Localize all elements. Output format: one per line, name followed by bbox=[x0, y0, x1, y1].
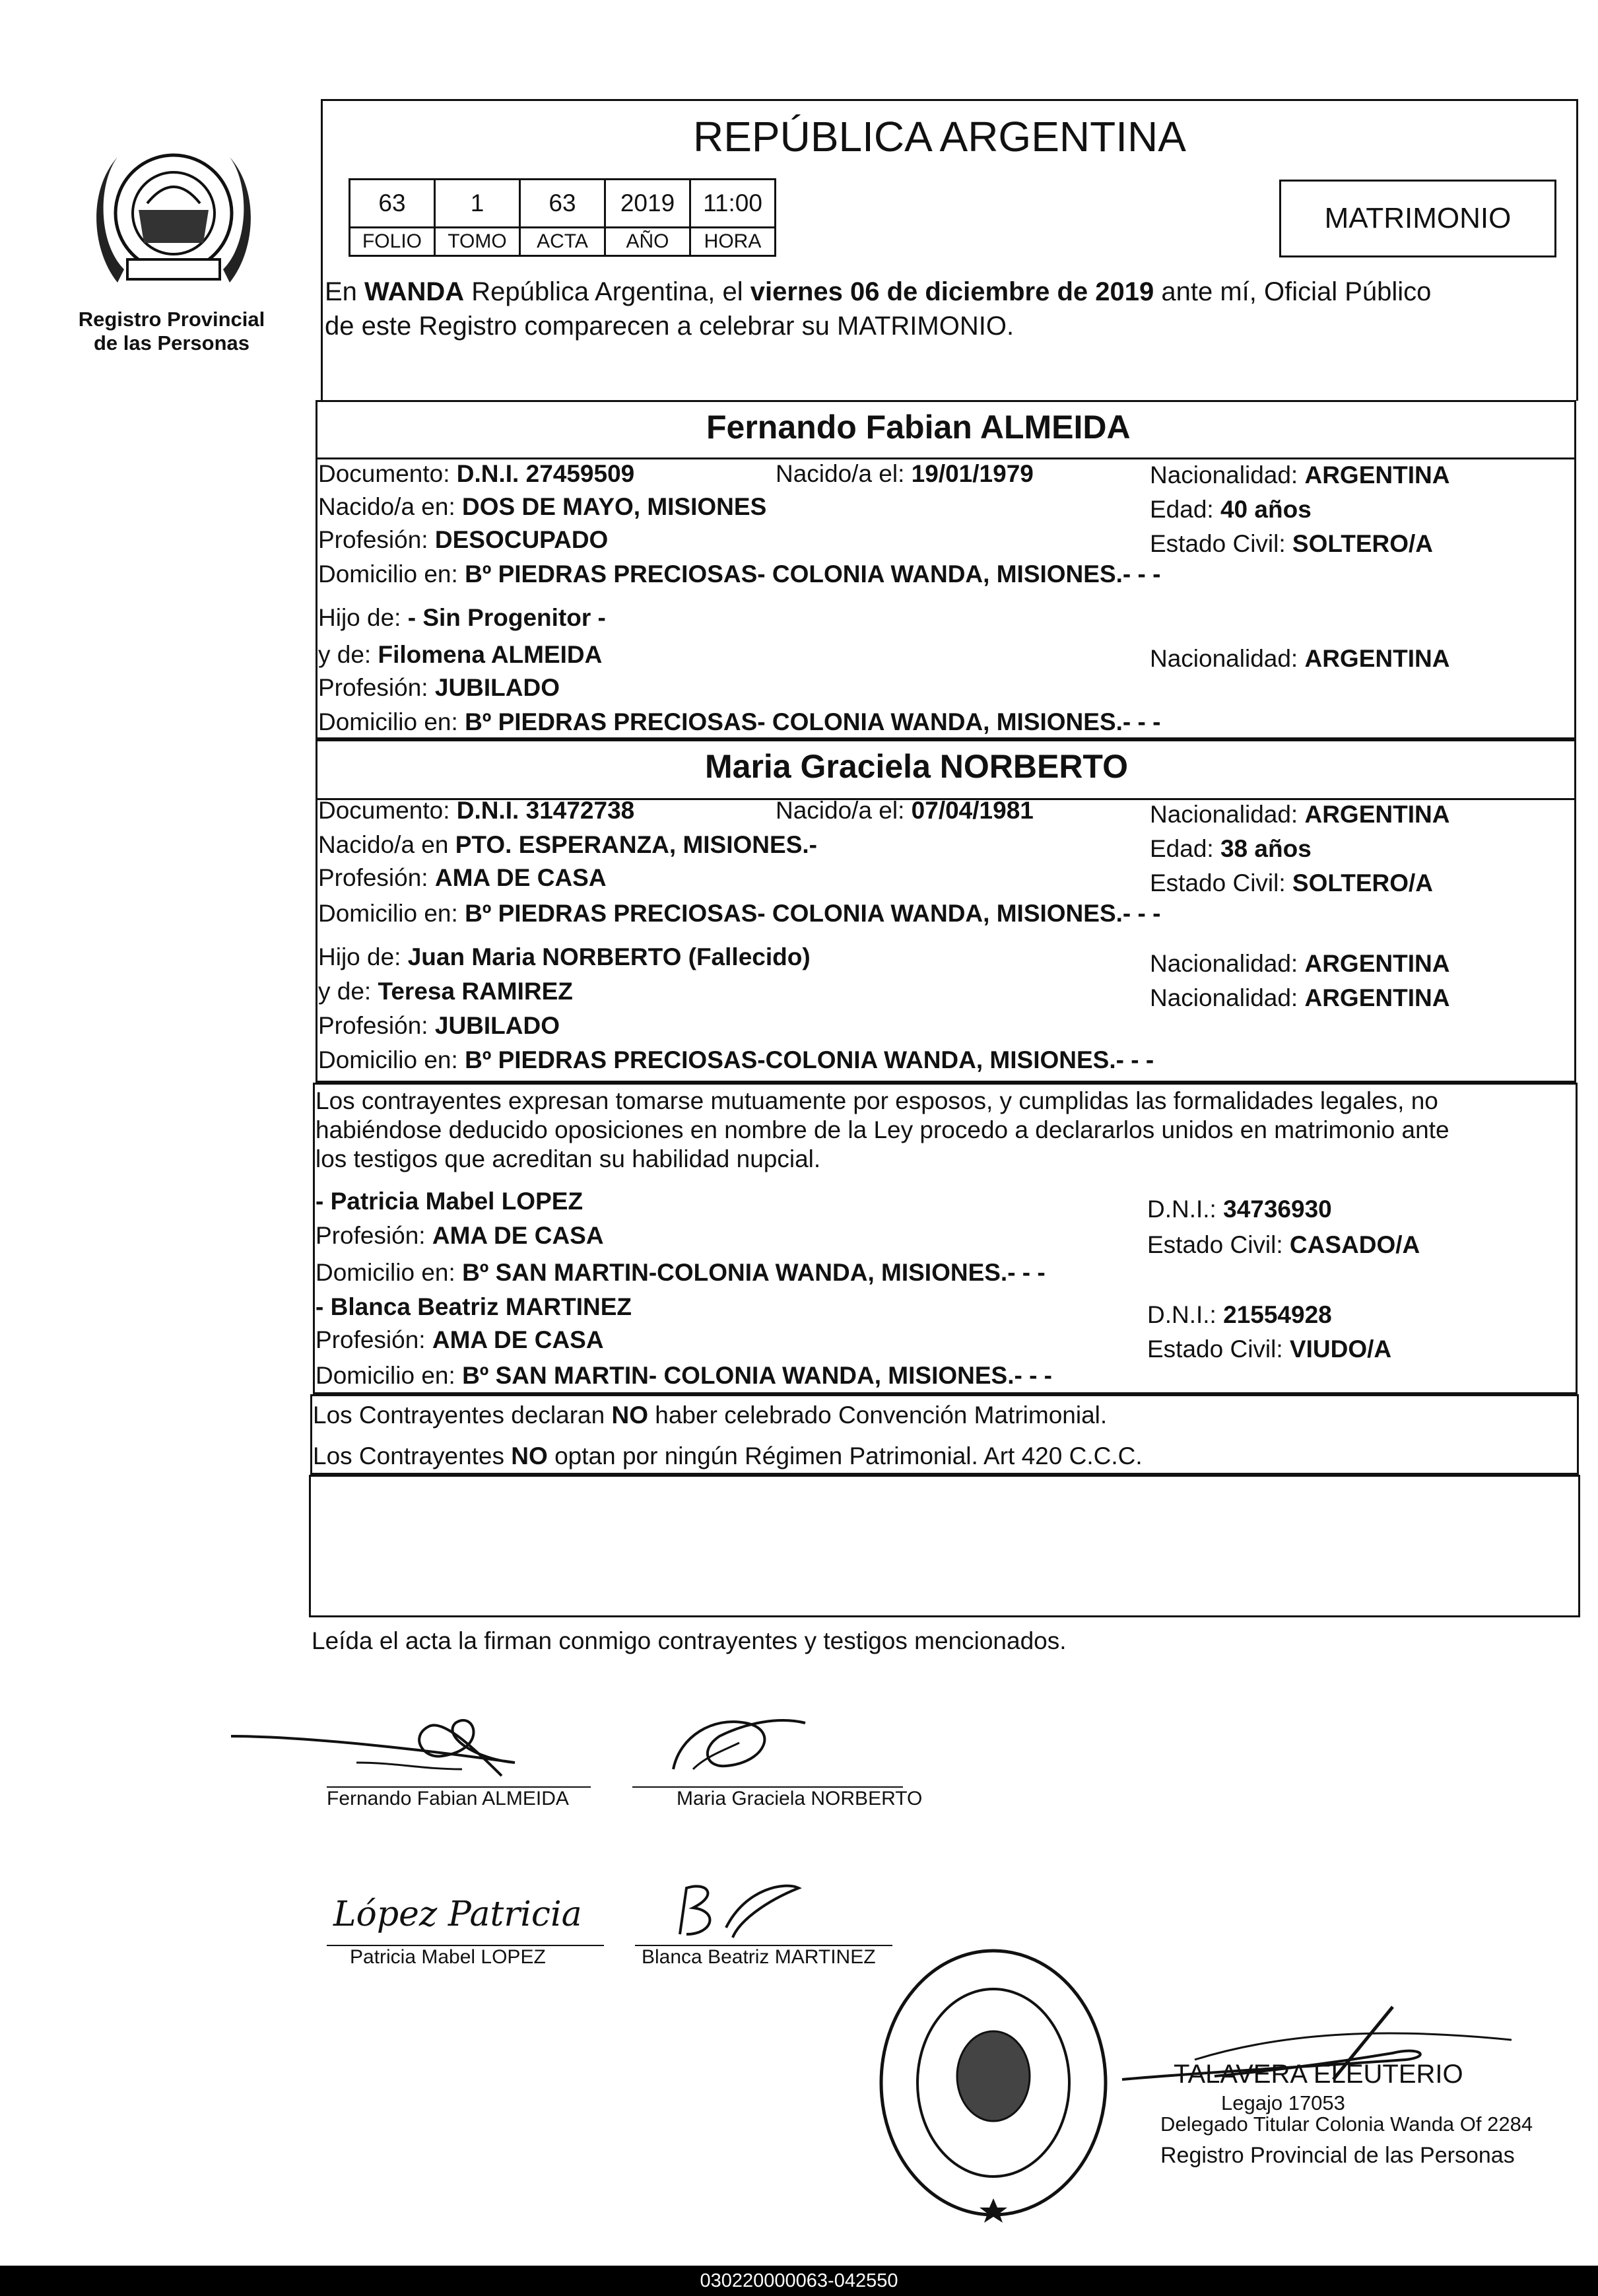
party1-nationality: Nacionalidad: ARGENTINA bbox=[1150, 461, 1450, 489]
party1-civil-status: Estado Civil: SOLTERO/A bbox=[1150, 530, 1434, 557]
party1-father: Hijo de: - Sin Progenitor - bbox=[318, 604, 606, 631]
tomo-value: 1 bbox=[435, 180, 520, 228]
signature-caption-norberto: Maria Graciela NORBERTO bbox=[677, 1788, 923, 1809]
signature-martinez-icon bbox=[667, 1875, 818, 1947]
party2-father: Hijo de: Juan Maria NORBERTO (Fallecido) bbox=[318, 943, 811, 970]
province-seal-icon bbox=[78, 131, 269, 296]
party1-birthplace: Nacido/a en: DOS DE MAYO, MISIONES bbox=[318, 493, 767, 520]
barcode-number-bar bbox=[0, 2266, 1598, 2296]
party2-birthplace: Nacido/a en PTO. ESPERANZA, MISIONES.- bbox=[318, 831, 817, 858]
party1-mother-nationality: Nacionalidad: ARGENTINA bbox=[1150, 645, 1450, 672]
notes-section bbox=[309, 1475, 1580, 1617]
act-type-label: MATRIMONIO bbox=[1324, 202, 1512, 234]
logo-caption-line1: Registro Provincial bbox=[78, 308, 265, 331]
registry-numbers-table bbox=[349, 178, 776, 257]
party1-document: Documento: D.N.I. 27459509 bbox=[318, 460, 635, 487]
officer-name: TALAVERA ELEUTERIO bbox=[1174, 2060, 1463, 2089]
declaration-line3: los testigos que acreditan su habilidad nupcial. bbox=[316, 1145, 821, 1172]
party2-parent-profession: Profesión: JUBILADO bbox=[318, 1012, 560, 1039]
party2-name: Maria Graciela NORBERTO bbox=[705, 748, 1128, 785]
signature-lopez-handwriting: López Patricia bbox=[333, 1895, 582, 1934]
witness1-address: Domicilio en: Bº SAN MARTIN-COLONIA WANDA, MISIONES.- - - bbox=[316, 1259, 1046, 1286]
convention-line1: Los Contrayentes declaran NO haber celebrado Convención Matrimonial. bbox=[313, 1401, 1108, 1429]
party1-name: Fernando Fabian ALMEIDA bbox=[706, 409, 1131, 446]
declaration-line2: habiéndose deducido oposiciones en nombre de la Ley procedo a declararlos unidos en matrimonio ante bbox=[316, 1116, 1449, 1143]
signature-caption-martinez: Blanca Beatriz MARTINEZ bbox=[642, 1946, 876, 1968]
intro-line2: de este Registro comparecen a celebrar su MATRIMONIO. bbox=[325, 312, 1015, 341]
anio-label: AÑO bbox=[605, 228, 690, 256]
logo-caption bbox=[59, 308, 284, 355]
witness1-dni: D.N.I.: 34736930 bbox=[1147, 1196, 1332, 1223]
party1-address: Domicilio en: Bº PIEDRAS PRECIOSAS- COLONIA WANDA, MISIONES.- - - bbox=[318, 560, 1161, 588]
witness1-profession: Profesión: AMA DE CASA bbox=[316, 1222, 604, 1249]
folio-label: FOLIO bbox=[350, 228, 435, 256]
party1-age: Edad: 40 años bbox=[1150, 496, 1312, 523]
folio-value: 63 bbox=[350, 180, 435, 228]
official-stamp-icon bbox=[871, 1941, 1115, 2225]
acta-value: 63 bbox=[520, 180, 605, 228]
party1-parent-address: Domicilio en: Bº PIEDRAS PRECIOSAS- COLONIA WANDA, MISIONES.- - - bbox=[318, 708, 1161, 735]
convention-line2: Los Contrayentes NO optan por ningún Régimen Patrimonial. Art 420 C.C.C. bbox=[313, 1442, 1143, 1469]
intro-date: viernes 06 de diciembre de 2019 bbox=[750, 277, 1154, 306]
party2-father-nationality: Nacionalidad: ARGENTINA bbox=[1150, 950, 1450, 977]
party1-mother: y de: Filomena ALMEIDA bbox=[318, 641, 603, 668]
closing-statement: Leída el acta la firman conmigo contrayentes y testigos mencionados. bbox=[312, 1627, 1067, 1654]
party2-nationality: Nacionalidad: ARGENTINA bbox=[1150, 801, 1450, 828]
witness2-address: Domicilio en: Bº SAN MARTIN- COLONIA WANDA, MISIONES.- - - bbox=[316, 1362, 1053, 1389]
party1-birthdate: Nacido/a el: 19/01/1979 bbox=[776, 460, 1034, 487]
party2-profession: Profesión: AMA DE CASA bbox=[318, 864, 607, 891]
witness2-name: - Blanca Beatriz MARTINEZ bbox=[316, 1293, 632, 1320]
signature-caption-lopez: Patricia Mabel LOPEZ bbox=[350, 1946, 546, 1968]
province-logo bbox=[78, 131, 269, 296]
party2-address: Domicilio en: Bº PIEDRAS PRECIOSAS- COLONIA WANDA, MISIONES.- - - bbox=[318, 900, 1161, 927]
logo-caption-line2: de las Personas bbox=[93, 331, 250, 355]
intro-city: WANDA bbox=[364, 277, 465, 306]
officer-org: Registro Provincial de las Personas bbox=[1160, 2143, 1515, 2168]
party1-parent-profession: Profesión: JUBILADO bbox=[318, 674, 560, 701]
officer-legajo: Legajo 17053 bbox=[1221, 2091, 1345, 2114]
party2-age: Edad: 38 años bbox=[1150, 835, 1312, 862]
signature-caption-almeida: Fernando Fabian ALMEIDA bbox=[327, 1788, 569, 1809]
party2-document: Documento: D.N.I. 31472738 bbox=[318, 797, 635, 824]
witness2-civil-status: Estado Civil: VIUDO/A bbox=[1147, 1335, 1392, 1363]
party2-birthdate: Nacido/a el: 07/04/1981 bbox=[776, 797, 1034, 824]
hora-value: 11:00 bbox=[690, 180, 776, 228]
officer-role: Delegado Titular Colonia Wanda Of 2284 bbox=[1160, 2112, 1533, 2136]
anio-value: 2019 bbox=[605, 180, 690, 228]
party2-mother: y de: Teresa RAMIREZ bbox=[318, 978, 573, 1005]
witness2-profession: Profesión: AMA DE CASA bbox=[316, 1326, 604, 1353]
witness1-name: - Patricia Mabel LOPEZ bbox=[316, 1188, 583, 1215]
barcode-number: 030220000063-042550 bbox=[700, 2270, 898, 2291]
document-title: REPÚBLICA ARGENTINA bbox=[693, 113, 1186, 160]
acta-label: ACTA bbox=[520, 228, 605, 256]
declaration-line1: Los contrayentes expresan tomarse mutuamente por esposos, y cumplidas las formalidades legales, no bbox=[316, 1087, 1438, 1114]
party2-civil-status: Estado Civil: SOLTERO/A bbox=[1150, 869, 1434, 896]
hora-label: HORA bbox=[690, 228, 776, 256]
party1-profession: Profesión: DESOCUPADO bbox=[318, 526, 609, 553]
frame-right-border bbox=[1576, 99, 1578, 401]
signature-norberto-icon bbox=[653, 1697, 825, 1789]
tomo-label: TOMO bbox=[435, 228, 520, 256]
frame-left-border bbox=[321, 99, 323, 401]
frame-top-border bbox=[321, 99, 1578, 101]
act-type-box bbox=[1279, 180, 1556, 257]
party2-mother-nationality: Nacionalidad: ARGENTINA bbox=[1150, 984, 1450, 1011]
intro-line1: En WANDA República Argentina, el viernes 06 de diciembre de 2019 ante mí, Oficial Público bbox=[325, 277, 1432, 306]
witness2-dni: D.N.I.: 21554928 bbox=[1147, 1301, 1332, 1328]
party2-parent-address: Domicilio en: Bº PIEDRAS PRECIOSAS-COLONIA WANDA, MISIONES.- - - bbox=[318, 1046, 1154, 1073]
witness1-civil-status: Estado Civil: CASADO/A bbox=[1147, 1231, 1420, 1258]
